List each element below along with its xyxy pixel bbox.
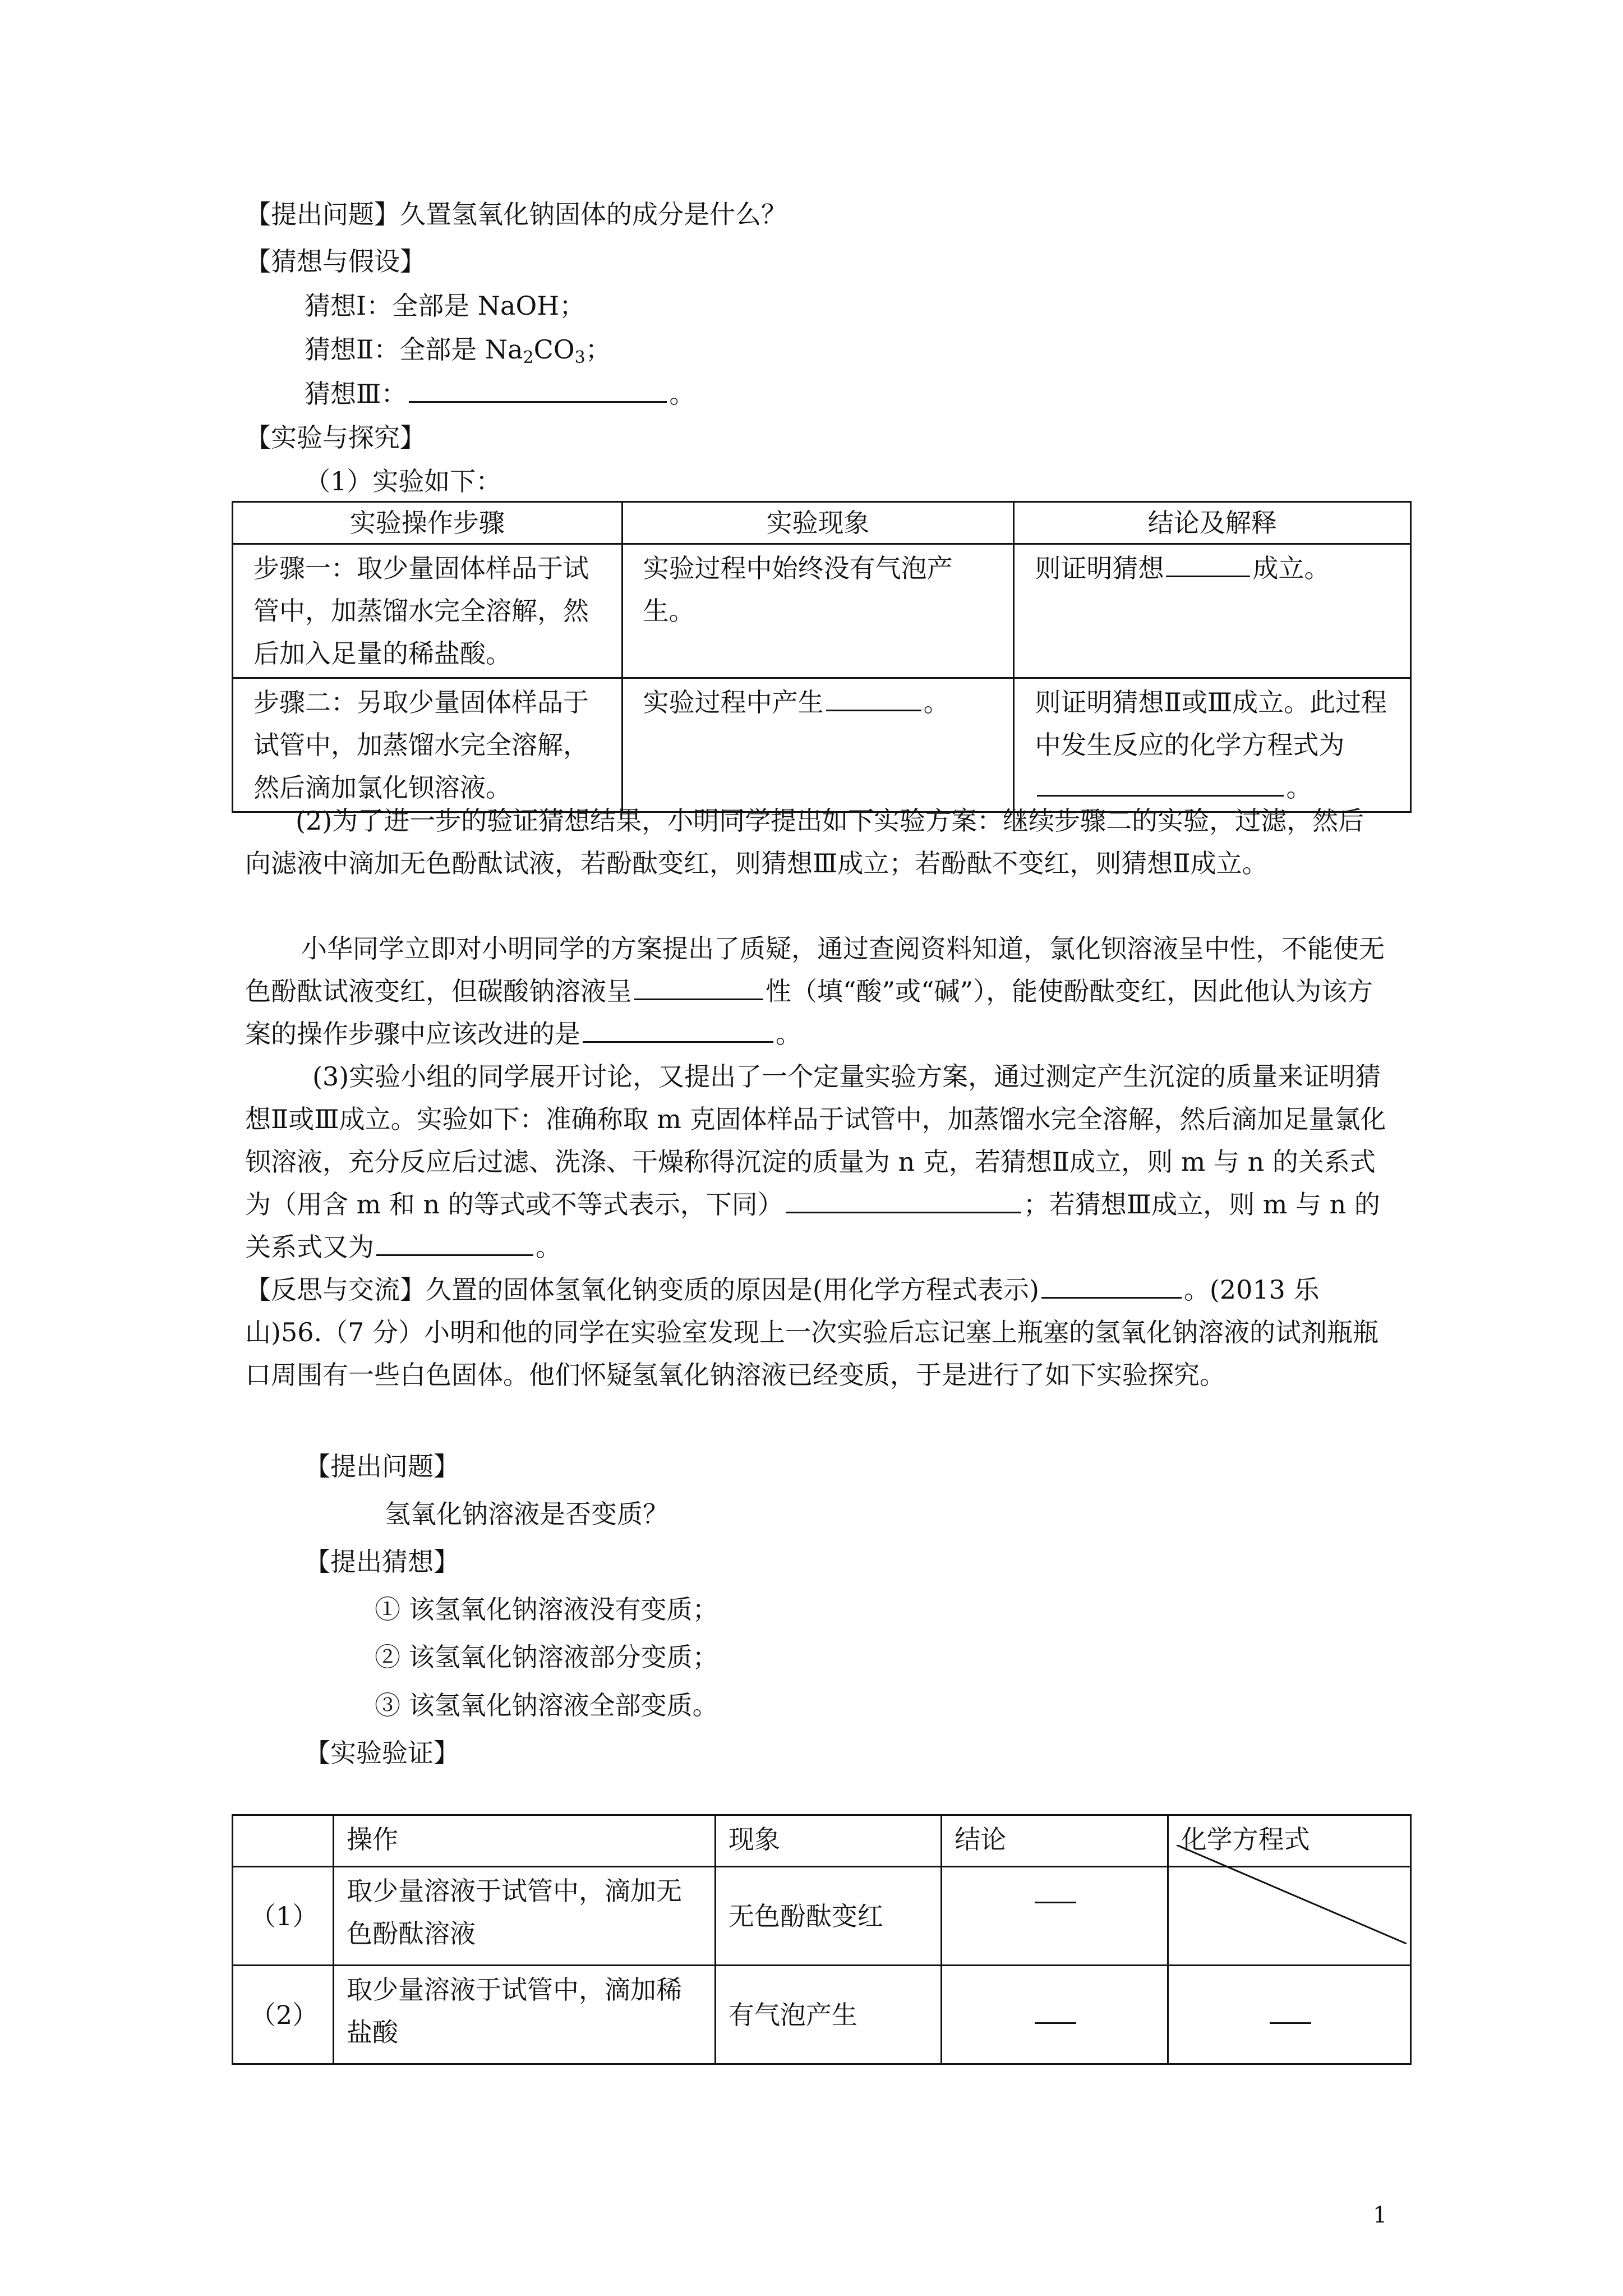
answer-blank[interactable]: [1035, 2005, 1076, 2024]
period: 。: [923, 687, 949, 717]
table-row: [233, 544, 1411, 678]
table-row: [233, 678, 1411, 812]
answer-blank[interactable]: [1035, 1885, 1076, 1903]
table-header-row: [233, 502, 1411, 544]
row-number: （2）: [233, 1966, 334, 2064]
conclusion-text: 则证明猜想: [1035, 553, 1164, 583]
hypothesis-heading-2: 【提出猜想】: [305, 1547, 459, 1577]
experiment-intro: （1）实验如下：: [305, 466, 502, 496]
hypothesis-3-label: 猜想Ⅲ：: [305, 379, 407, 409]
paragraph-text: ；若猜想Ⅲ成立，则 m 与 n 的关系式又为: [245, 1189, 1380, 1262]
answer-blank[interactable]: [1270, 2005, 1311, 2024]
hypothesis-1-text: 全部是 NaOH；: [392, 291, 585, 321]
answer-blank[interactable]: [409, 376, 667, 403]
header-cell: 实验操作步骤: [233, 502, 623, 544]
operation-cell: 取少量溶液于试管中，滴加无色酚酞溶液: [333, 1867, 715, 1966]
paragraph-question-2: [245, 927, 1389, 1055]
subscript: 2: [523, 348, 534, 367]
hypothesis-2-text-b: CO: [533, 334, 575, 365]
conclusion-text-end: 成立。: [1252, 553, 1330, 583]
question-line: [245, 197, 787, 231]
question-text-2: 氢氧化钠溶液是否变质？: [385, 1499, 668, 1529]
paragraph-2: (2)为了进一步的验证猜想结果，小明同学提出如下实验方案：继续步骤二的实验，过滤，然后向滤液中滴加无色酚酞试液，若酚酞变红，则猜想Ⅲ成立；若酚酞不变红，则猜想Ⅱ成立。: [245, 806, 1364, 878]
paragraph-text: 小华同学立即对小明同学的方案提出了质疑，通过查阅资料知道，氯化钡溶液呈中性，不能使无色酚酞试液变红，但碳酸钠溶液呈: [245, 933, 1385, 1006]
phenomenon-cell: 有气泡产生: [715, 1966, 941, 2064]
operation-cell: 取少量溶液于试管中，滴加稀盐酸: [333, 1966, 715, 2064]
question-heading: 【提出问题】: [245, 199, 400, 229]
hypothesis-heading: 【猜想与假设】: [245, 246, 426, 277]
conclusion-text: 则证明猜想Ⅱ或Ⅲ成立。此过程中发生反应的化学方程式为: [1035, 687, 1387, 760]
header-cell: 现象: [715, 1815, 941, 1867]
hypothesis-3: [305, 376, 695, 411]
hypothesis-2-text-c: ；: [585, 334, 611, 365]
answer-blank[interactable]: [634, 974, 763, 1000]
hypothesis-item: ② 该氢氧化钠溶液部分变质；: [375, 1642, 718, 1672]
operation-cell: 步骤二：另取少量固体样品于试管中，加蒸馏水完全溶解，然后滴加氯化钡溶液。: [233, 678, 623, 812]
conclusion-cell: [1014, 544, 1411, 678]
period: 。: [669, 379, 695, 409]
period: 。: [1286, 772, 1312, 803]
diagonal-line: [1169, 1845, 1412, 1944]
row-number: （1）: [233, 1867, 334, 1966]
page-number: 1: [1373, 2202, 1387, 2228]
hypothesis-item: ① 该氢氧化钠溶液没有变质；: [375, 1594, 718, 1625]
header-cell: 实验现象: [622, 502, 1014, 544]
phenomenon-cell: 实验过程中始终没有气泡产生。: [622, 544, 1014, 678]
hypothesis-2-text: 全部是 Na: [399, 334, 523, 365]
hypothesis-item: ③ 该氢氧化钠溶液全部变质。: [375, 1690, 718, 1720]
period: 。: [536, 1232, 561, 1262]
equation-cell: [1168, 1966, 1410, 2064]
phenomenon-text: 实验过程中产生: [643, 687, 824, 717]
verification-table: [232, 1814, 1412, 2065]
conclusion-cell: [942, 1867, 1168, 1966]
operation-cell: 步骤一：取少量固体样品于试管中，加蒸馏水完全溶解，然后加入足量的稀盐酸。: [233, 544, 623, 678]
header-cell: 结论: [942, 1815, 1168, 1867]
paragraph-text: (3)实验小组的同学展开讨论，又提出了一个定量实验方案，通过测定产生沉淀的质量来证明猜想Ⅱ或Ⅲ成立。实验如下：准确称取 m 克固体样品于试管中，加蒸馏水完全溶解，然后滴加足量氯化钡溶液，充分反应后过滤、洗涤、干燥称得沉淀的质量为 n 克，若猜想Ⅱ成立，则 m 与 n 的关系式为（用含 m 和 n 的等式或不等式表示，下同）: [245, 1061, 1386, 1220]
verify-heading: 【实验验证】: [305, 1738, 459, 1768]
question-text: 久置氢氧化钠固体的成分是什么？: [400, 199, 787, 229]
hypothesis-1-label: 猜想Ⅰ：: [305, 291, 393, 321]
paragraph-question-3: [245, 1055, 1389, 1268]
paragraph-text: 性（填“酸”或“碱”），能使酚酞变红，因此他认为该方案的操作步骤中应该改进的是: [245, 976, 1373, 1049]
hypothesis-2-label: 猜想Ⅱ：: [305, 334, 400, 365]
period: 。: [776, 1019, 801, 1049]
table-row: [233, 1867, 1411, 1966]
phenomenon-cell: [622, 678, 1014, 812]
equation-cell-crossed: [1168, 1867, 1410, 1966]
reflection-paragraph: [245, 1268, 1389, 1396]
subscript: 3: [574, 348, 585, 367]
table-row: [233, 1966, 1411, 2064]
answer-blank[interactable]: [1037, 770, 1284, 797]
header-cell: [233, 1815, 334, 1867]
reflection-text: 【反思与交流】久置的固体氢氧化钠变质的原因是(用化学方程式表示): [245, 1274, 1039, 1305]
header-cell: 化学方程式: [1168, 1815, 1410, 1867]
answer-blank[interactable]: [1041, 1272, 1182, 1299]
header-cell: 操作: [333, 1815, 715, 1867]
question-heading-2: 【提出问题】: [305, 1451, 459, 1481]
experiment-heading: 【实验与探究】: [245, 422, 426, 453]
hypothesis-2: [305, 333, 611, 375]
next-question-text: 。(2013 乐山)56.（7 分）小明和他的同学在实验室发现上一次实验后忘记塞上瓶塞的氢氧化钠溶液的试剂瓶瓶口周围有一些白色固体。他们怀疑氢氧化钠溶液已经变质，于是进行了如下实验探究。: [245, 1274, 1378, 1390]
answer-blank[interactable]: [826, 685, 921, 711]
header-cell: 结论及解释: [1014, 502, 1411, 544]
hypothesis-1: [305, 289, 585, 323]
conclusion-cell: [1014, 678, 1411, 812]
answer-blank[interactable]: [583, 1016, 773, 1043]
answer-blank[interactable]: [786, 1187, 1021, 1213]
answer-blank[interactable]: [1166, 551, 1250, 577]
answer-blank[interactable]: [376, 1230, 533, 1256]
conclusion-cell: [942, 1966, 1168, 2064]
phenomenon-cell: 无色酚酞变红: [715, 1867, 941, 1966]
experiment-table: [232, 501, 1412, 813]
